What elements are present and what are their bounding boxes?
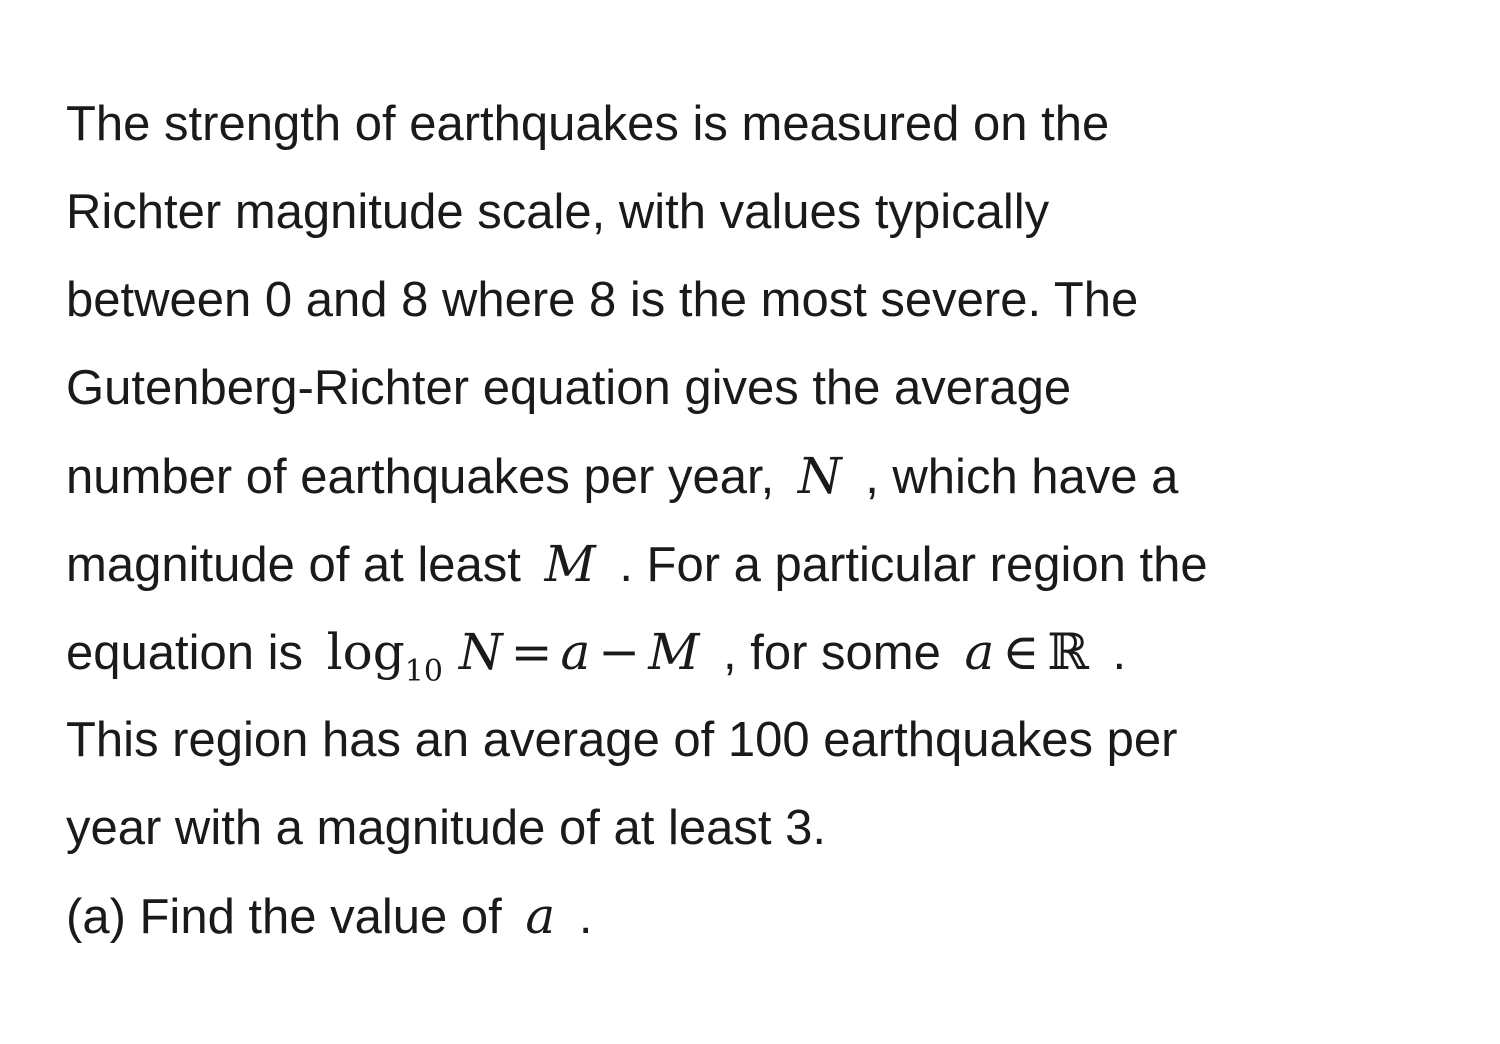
text-segment: , which have a [851,450,1179,504]
question-a [66,872,1466,960]
text-line [66,432,1466,520]
text-segment: . For a particular region the [605,538,1208,592]
math-variable-m: M [648,623,700,681]
text-segment: . [1098,626,1127,680]
text-segment: (a) Find the value of [66,890,516,944]
math-variable-n: N [797,447,842,505]
real-numbers-symbol: ℝ [1047,623,1089,681]
element-of-sign: ∈ [1002,623,1040,681]
text-segment: magnitude of at least [66,538,535,592]
text-line: This region has an average of 100 earthquakes per [66,713,1178,767]
math-variable-a: a [560,623,591,681]
log-function: log [326,623,405,681]
text-line: year with a magnitude of at least 3. [66,801,826,855]
math-variable-a: a [964,623,995,681]
equals-sign: = [510,623,553,681]
text-segment: , for some [709,626,955,680]
text-line: The strength of earthquakes is measured on the [66,97,1110,151]
text-line [66,520,1466,608]
math-variable-a: a [525,887,556,945]
math-variable-n: N [458,623,503,681]
minus-sign: − [598,623,641,681]
gutenberg-richter-equation [317,623,710,689]
set-membership-expression [954,623,1098,681]
text-segment: . [565,890,593,944]
text-segment: equation is [66,626,317,680]
text-segment: number of earthquakes per year, [66,450,788,504]
math-variable-m: M [544,535,596,593]
problem-document [66,80,1466,960]
text-line: Gutenberg-Richter equation gives the average [66,361,1072,415]
text-line [66,608,1466,696]
text-line: Richter magnitude scale, with values typically [66,185,1050,239]
text-line: between 0 and 8 where 8 is the most severe. The [66,273,1139,327]
log-base: 10 [404,654,443,689]
